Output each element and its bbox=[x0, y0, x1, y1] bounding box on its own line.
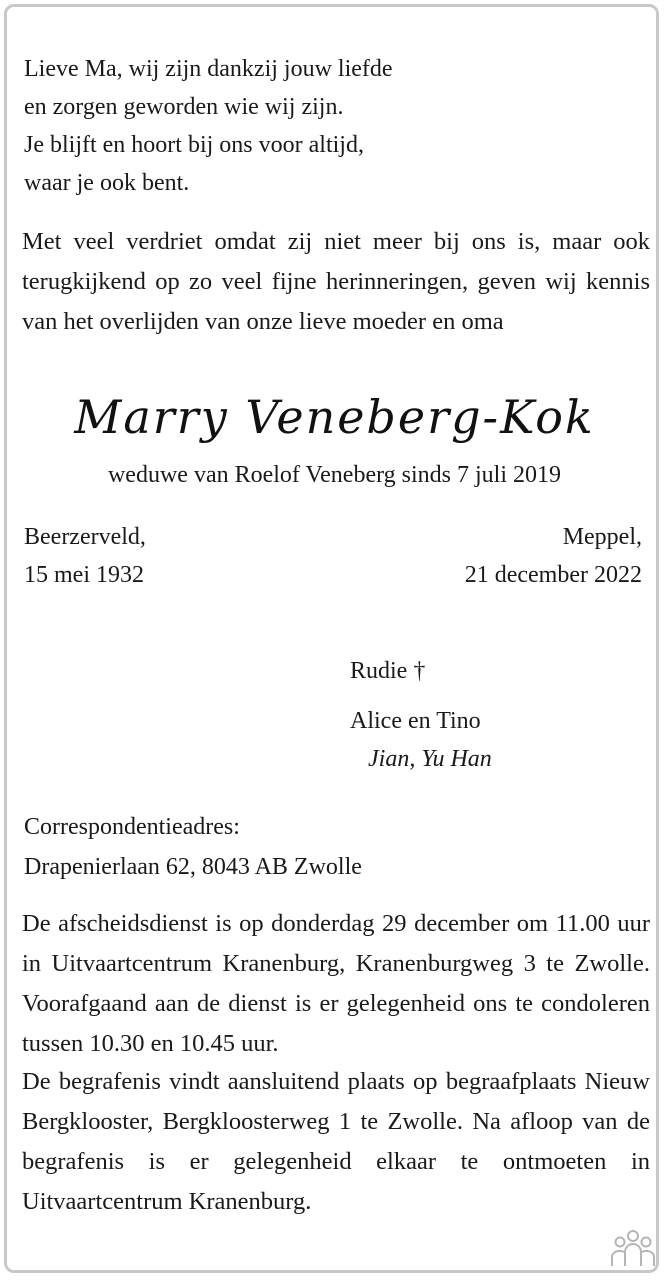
family-list bbox=[350, 652, 492, 778]
correspondence bbox=[24, 808, 362, 888]
family-member: Rudie † bbox=[350, 658, 426, 684]
burial-paragraph: De begrafenis vindt aansluitend plaats op begraafplaats Nieuw Bergklooster, Bergkloosterweg 1 te Zwolle. Na afloop van de begrafenis is er gelegenheid elkaar te ontmoeten in Uitvaartcentrum Kranenburg. bbox=[22, 1068, 650, 1215]
poem-line: Je blijft en hoort bij ons voor altijd, bbox=[24, 132, 364, 158]
death-info bbox=[465, 518, 642, 594]
deceased-name: Marry Veneberg-Kok bbox=[74, 390, 595, 444]
poem-line: Lieve Ma, wij zijn dankzij jouw liefde bbox=[24, 56, 393, 82]
service-paragraph: De afscheidsdienst is op donderdag 29 december om 11.00 uur in Uitvaartcentrum Kranenburg, Kranenburgweg 3 te Zwolle. Voorafgaand aan de dienst is er gelegenheid ons te condoleren tussen 10.30 en 10.45 uur. bbox=[22, 910, 650, 1057]
poem-line: en zorgen geworden wie wij zijn. bbox=[24, 94, 344, 120]
grandchildren: Jian, Yu Han bbox=[368, 746, 492, 772]
birth-place: Beerzerveld, bbox=[24, 524, 146, 550]
correspondence-address: Drapenierlaan 62, 8043 AB Zwolle bbox=[24, 854, 362, 880]
death-date: 21 december 2022 bbox=[464, 562, 642, 588]
poem-line: waar je ook bent. bbox=[24, 170, 190, 196]
people-group-icon bbox=[608, 1228, 658, 1268]
correspondence-label: Correspondentieadres: bbox=[24, 814, 240, 840]
intro-paragraph: Met veel verdriet omdat zij niet meer bij ons is, maar ook terugkijkend op zo veel fijne herinneringen, geven wij kennis van het overlijden van onze lieve moeder en oma bbox=[22, 228, 650, 335]
birth-date: 15 mei 1932 bbox=[24, 562, 144, 588]
deceased-subtitle: weduwe van Roelof Veneberg sinds 7 juli 2019 bbox=[107, 462, 562, 488]
poem bbox=[24, 50, 624, 202]
family-member: Alice en Tino bbox=[350, 708, 481, 734]
birth-info bbox=[24, 518, 146, 594]
death-place: Meppel, bbox=[562, 524, 642, 550]
